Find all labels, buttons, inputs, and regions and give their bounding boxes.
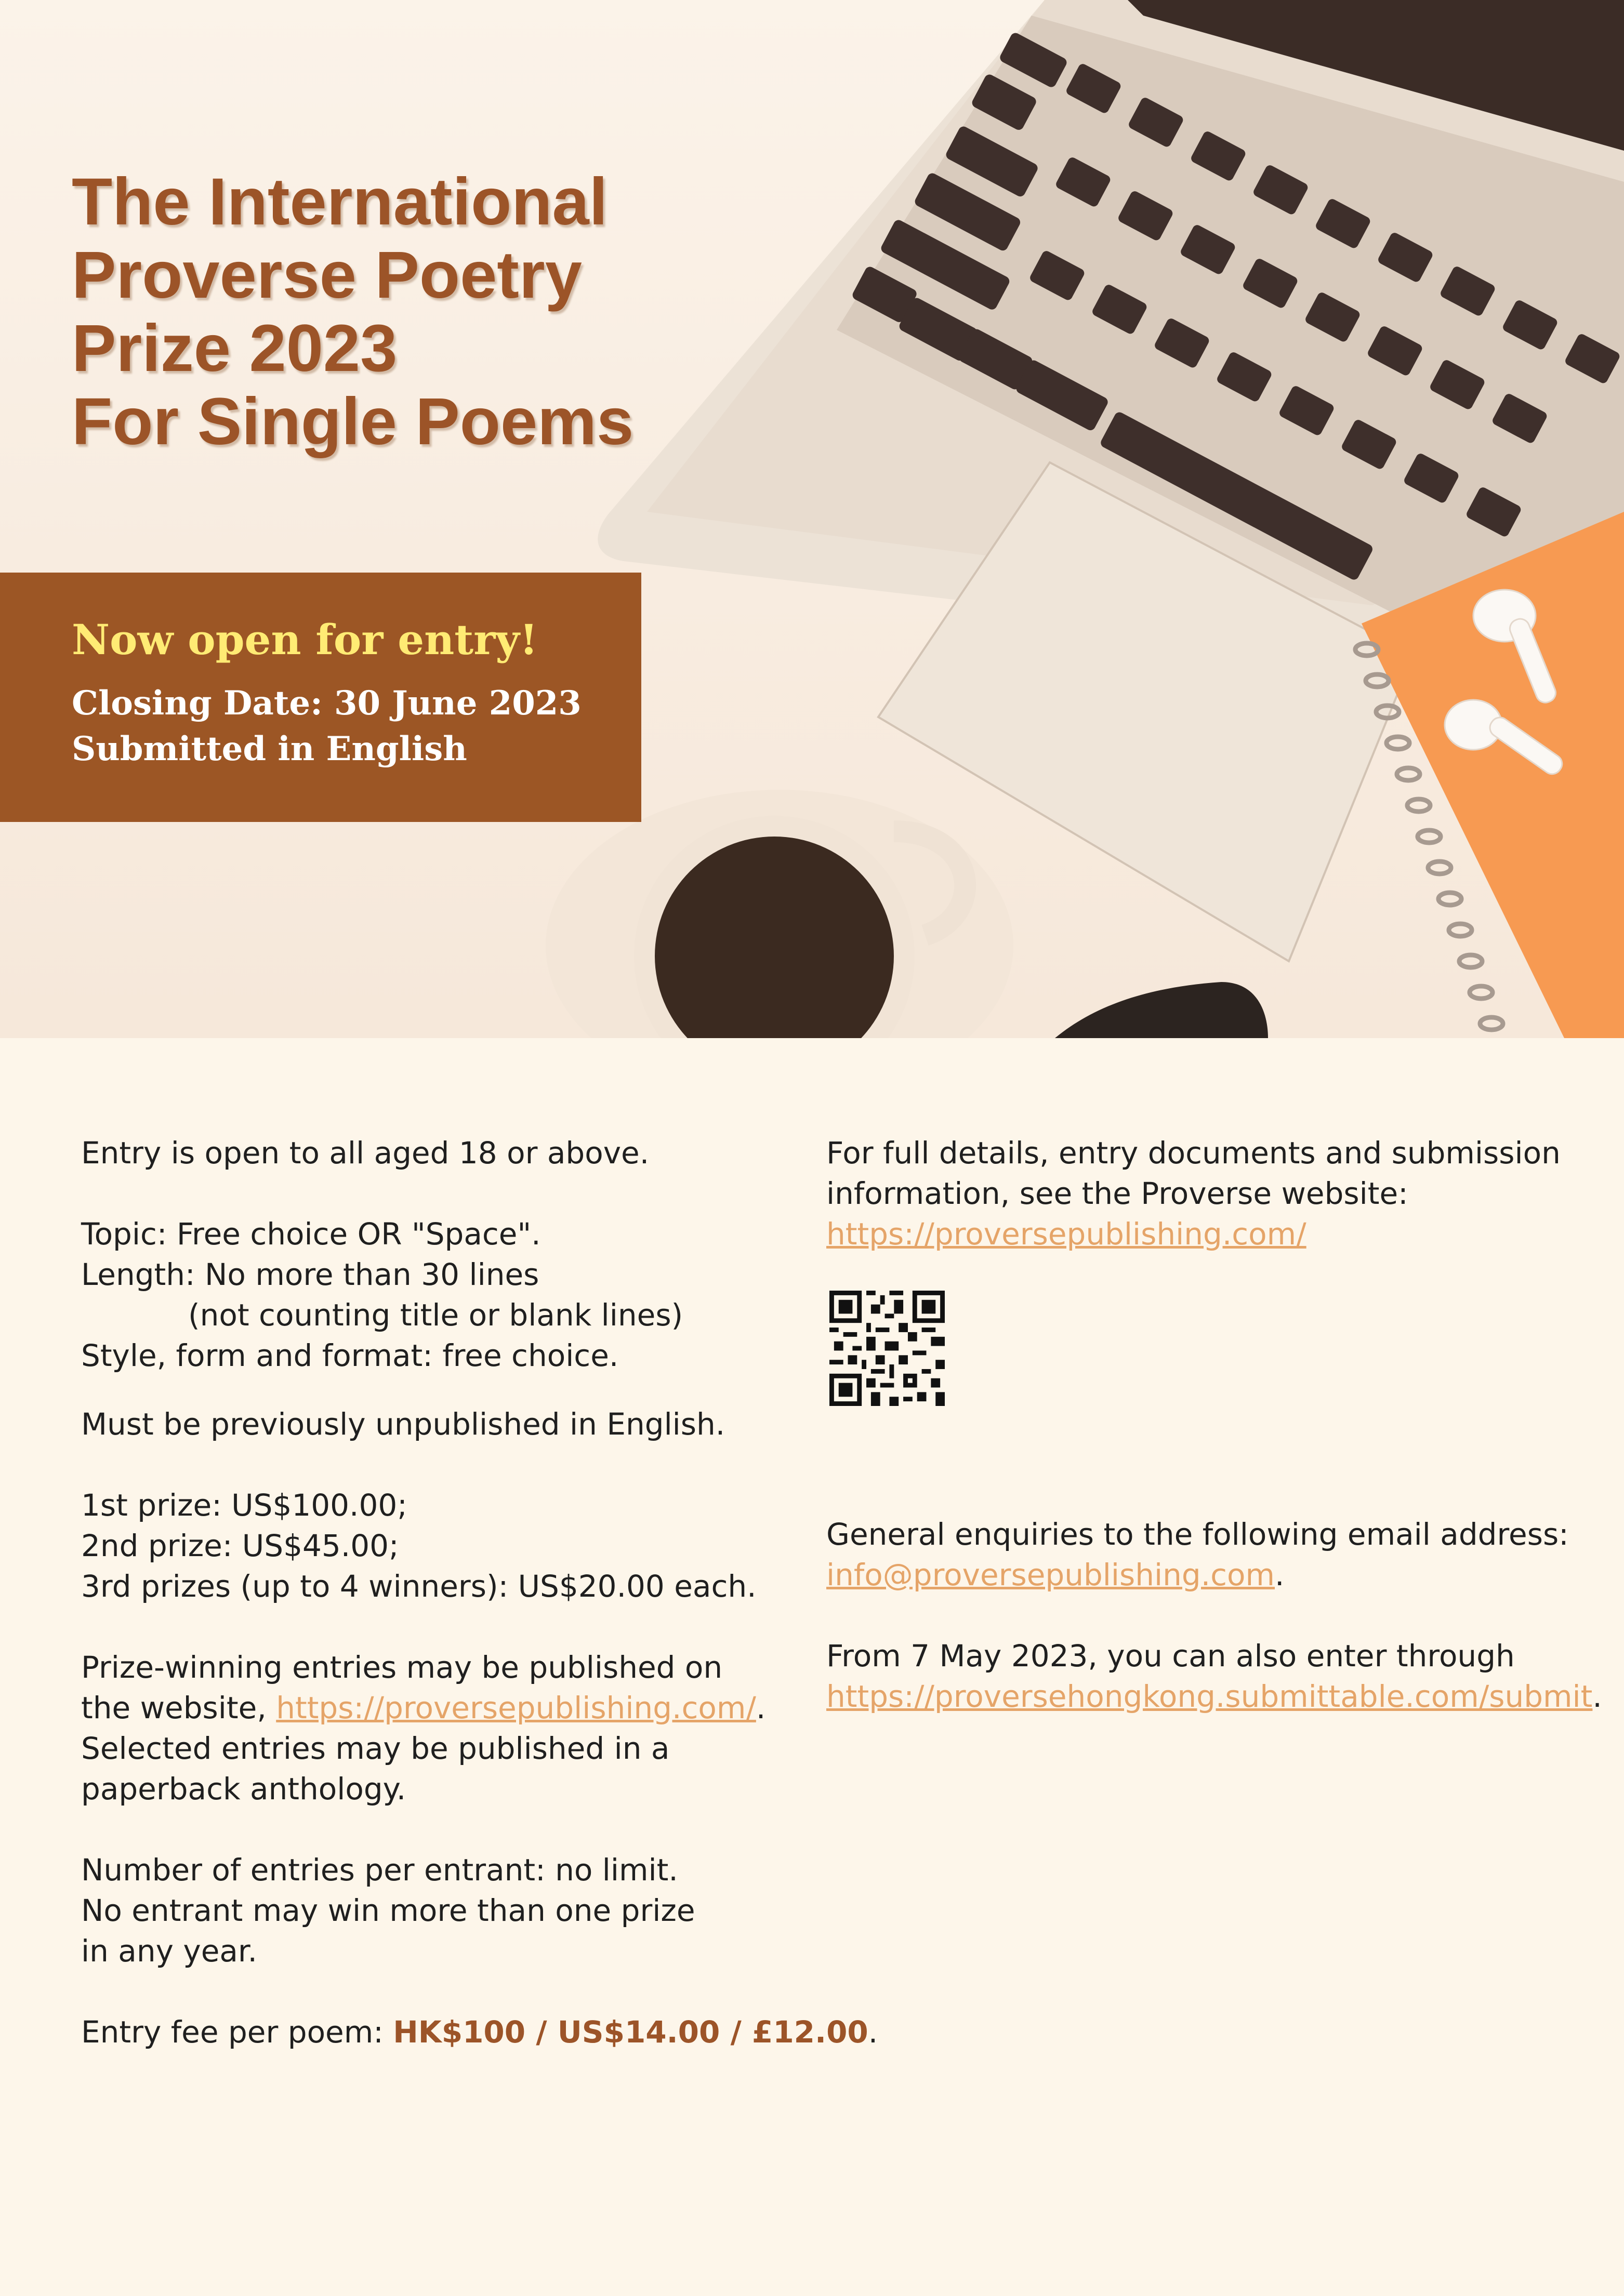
publish-suffix: . [756, 1690, 766, 1726]
website-link[interactable]: https://proversepublishing.com/ [276, 1690, 756, 1726]
rules-column [81, 1133, 878, 2052]
title-line: Prize 2023 [72, 311, 398, 386]
one-prize-text: No entrant may win more than one prize [81, 1893, 695, 1928]
title-line: The International [72, 165, 608, 239]
publish-prefix: the website, [81, 1690, 276, 1726]
entry-banner [0, 573, 641, 822]
publish-text: Prize-winning entries may be published on [81, 1650, 723, 1685]
qr-code-icon[interactable] [829, 1291, 945, 1406]
open-for-entry-text: Now open for entry! [72, 615, 538, 664]
hero-image [0, 0, 1624, 1038]
enquiries-text: General enquiries to the following email address: [826, 1517, 1569, 1552]
title-line: For Single Poems [72, 384, 634, 459]
proverse-website-link[interactable]: https://proversepublishing.com/ [826, 1216, 1306, 1252]
one-prize-text: in any year. [81, 1933, 257, 1969]
page-title [72, 165, 721, 458]
first-prize-text: 1st prize: US$100.00; [81, 1488, 407, 1523]
publish-text-website [81, 1688, 766, 1728]
email-link[interactable]: info@proversepublishing.com [826, 1557, 1275, 1592]
details-text: information, see the Proverse website: [826, 1176, 1408, 1211]
fee-suffix: . [868, 2014, 878, 2050]
phone-illustration [1055, 982, 1268, 1038]
coffee-cup-illustration [546, 790, 1013, 1038]
info-column [826, 1133, 1602, 1717]
length-note-text: (not counting title or blank lines) [188, 1297, 683, 1333]
anthology-text: Selected entries may be published in a [81, 1731, 670, 1766]
submittable-suffix: . [1592, 1679, 1602, 1714]
third-prize-text: 3rd prizes (up to 4 winners): US$20.00 each. [81, 1569, 757, 1604]
submittable-link[interactable]: https://proversehongkong.submittable.com/submit [826, 1679, 1593, 1714]
fee-label: Entry fee per poem: [81, 2014, 393, 2050]
anthology-text: paperback anthology. [81, 1771, 406, 1807]
entries-limit-text: Number of entries per entrant: no limit. [81, 1852, 678, 1888]
topic-text: Topic: Free choice OR "Space". [81, 1216, 541, 1252]
fee-amount: HK$100 / US$14.00 / £12.00 [393, 2014, 868, 2050]
language-text: Submitted in English [72, 729, 467, 768]
unpublished-text: Must be previously unpublished in English. [81, 1406, 725, 1442]
second-prize-text: 2nd prize: US$45.00; [81, 1528, 399, 1563]
details-text: For full details, entry documents and submission [826, 1135, 1561, 1171]
style-text: Style, form and format: free choice. [81, 1338, 619, 1373]
eligibility-text: Entry is open to all aged 18 or above. [81, 1135, 650, 1171]
title-line: Proverse Poetry [72, 238, 582, 312]
entry-fee-text [81, 2012, 878, 2052]
email-suffix: . [1275, 1557, 1285, 1592]
laptop-desk-photo [0, 0, 1624, 1038]
length-text: Length: No more than 30 lines [81, 1257, 539, 1292]
submittable-intro-text: From 7 May 2023, you can also enter through [826, 1638, 1515, 1674]
closing-date-text: Closing Date: 30 June 2023 [72, 684, 582, 723]
